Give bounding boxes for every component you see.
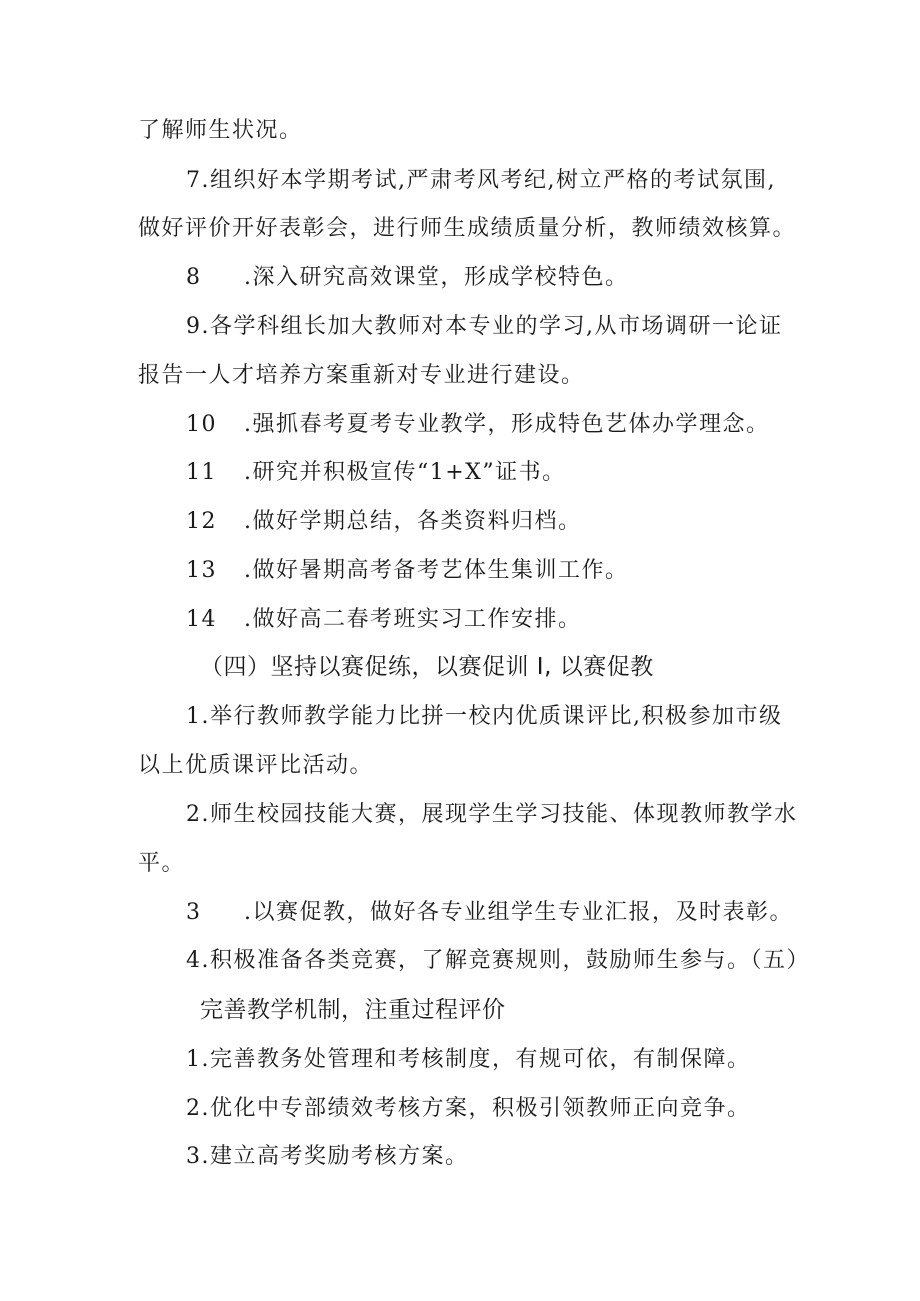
line-text: 报告一人才培养方案重新对专业进行建设。 <box>138 363 585 388</box>
item-number: 11 <box>186 460 217 485</box>
item-text: .师生校园技能大赛，展现学生学习技能、体现教师教学水 <box>201 802 798 827</box>
section-heading-5 <box>200 995 506 1025</box>
item-text: .建立高考奖励考核方案。 <box>201 1144 469 1169</box>
item-number: 7 <box>186 168 202 193</box>
item-text: .做好暑期高考备考艺体生集训工作。 <box>244 558 629 583</box>
item-text: .举行教师教学能力比拼一校内优质课评比,积极参加市级 <box>201 704 783 729</box>
list-item-13 <box>186 556 629 586</box>
list-item-2 <box>186 800 798 830</box>
item-text: .研究并积极宣传“1+X”证书。 <box>244 460 566 485</box>
line-text: 4.积极准备各类竞赛，了解竞赛规则，鼓励师生参与。（五） <box>186 948 810 973</box>
item-number: 14 <box>186 607 217 632</box>
paragraph-line <box>138 116 303 146</box>
item-number: 2 <box>186 1096 202 1121</box>
item-number: 12 <box>186 509 217 534</box>
paragraph-line <box>138 361 585 391</box>
list-item-10 <box>186 410 770 440</box>
line-text: 以上优质课评比活动。 <box>138 753 374 778</box>
item-text: .深入研究高效课堂，形成学校特色。 <box>244 265 629 290</box>
list-item-1 <box>186 702 783 732</box>
heading-text: 完善教学机制，注重过程评价 <box>200 997 506 1023</box>
item-number: 9 <box>186 314 202 339</box>
line-text: 了解师生状况。 <box>138 118 303 143</box>
item-number: 1 <box>186 704 202 729</box>
item-number: 10 <box>186 412 217 437</box>
item-number: 2 <box>186 802 202 827</box>
item-text: .强抓春考夏考专业教学，形成特色艺体办学理念。 <box>244 412 770 437</box>
item-text: .各学科组长加大教师对本专业的学习,从市场调研一论证 <box>201 314 783 339</box>
list-item-7 <box>186 166 776 196</box>
list-item-4 <box>186 946 810 976</box>
item-number: 8 <box>186 265 202 290</box>
line-text: 1.完善教务处管理和考核制度，有规可依，有制保障。 <box>186 1047 751 1072</box>
section-heading-4 <box>200 652 654 682</box>
list-item-3 <box>186 1142 469 1172</box>
list-item-8 <box>186 263 629 293</box>
list-item-9 <box>186 312 783 342</box>
list-item-3 <box>186 898 793 928</box>
item-text: .组织好本学期考试,严肃考风考纪,树立严格的考试氛围, <box>201 168 776 193</box>
item-text: .做好高二春考班实习工作安排。 <box>244 607 582 632</box>
heading-text: （四）坚持以赛促练，以赛促训 I, 以赛促教 <box>200 654 654 680</box>
item-number: 13 <box>186 558 217 583</box>
list-item-12 <box>186 507 582 537</box>
item-text: .做好学期总结，各类资料归档。 <box>244 509 582 534</box>
paragraph-line <box>138 751 373 781</box>
item-text: .优化中专部绩效考核方案，积极引领教师正向竞争。 <box>201 1096 751 1121</box>
item-text: .以赛促教，做好各专业组学生专业汇报，及时表彰。 <box>244 900 793 925</box>
item-number: 3 <box>186 1144 202 1169</box>
paragraph-line <box>138 214 796 244</box>
list-item-11 <box>186 458 566 488</box>
line-text: 平。 <box>138 851 186 876</box>
list-item-14 <box>186 605 582 635</box>
line-text: 做好评价开好表彰会，进行师生成绩质量分析，教师绩效核算。 <box>138 216 797 241</box>
paragraph-line <box>138 849 185 879</box>
list-item-1 <box>186 1045 751 1075</box>
item-number: 3 <box>186 900 202 925</box>
list-item-2 <box>186 1094 751 1124</box>
